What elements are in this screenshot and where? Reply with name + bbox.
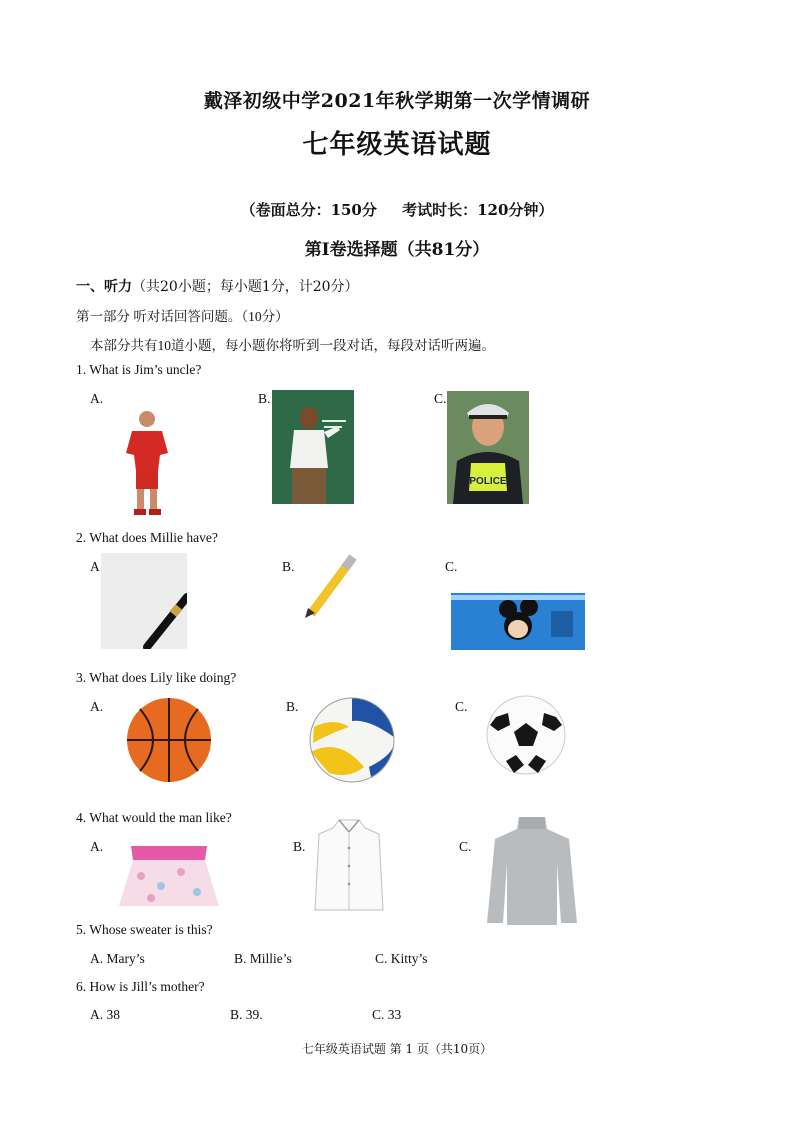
part-one-instruction: 本部分共有10道小题，每小题你将听到一段对话，每段对话听两遍。 — [90, 338, 495, 353]
shirt-image — [313, 818, 385, 912]
q2-option-b: B. — [282, 559, 295, 574]
football-image — [484, 695, 568, 775]
q4-option-a: A. — [90, 839, 104, 854]
q1-option-c: C. — [434, 391, 447, 406]
total-score: （卷面总分：150分 — [240, 201, 377, 219]
question-1: 1. What is Jim’s uncle? — [76, 362, 202, 377]
question-4: 4. What would the man like? — [76, 810, 232, 825]
part-one-heading: 第一部分 听对话回答问题。（10分） — [76, 309, 289, 324]
q4-option-b: B. — [293, 839, 306, 854]
page-footer: 七年级英语试题 第 1 页（共10页） — [301, 1042, 493, 1056]
policeman-image — [447, 391, 529, 504]
q5-option-c: C. Kitty’s — [375, 951, 428, 966]
q2-option-c: C. — [445, 559, 458, 574]
question-6: 6. How is Jill’s mother? — [76, 979, 205, 994]
section-title-rest: （共20小题；每小题1分，计20分） — [132, 279, 359, 295]
q3-option-c: C. — [455, 699, 468, 714]
teacher-image — [272, 390, 354, 504]
exam-info — [0, 199, 794, 220]
question-2: 2. What does Millie have? — [76, 530, 218, 545]
q1-option-a: A. — [90, 391, 104, 406]
volleyball-image — [309, 697, 395, 783]
exam-duration: 考试时长：120分钟） — [402, 201, 554, 219]
q3-option-a: A. — [90, 699, 104, 714]
section-heading — [76, 276, 359, 296]
sportsman-image — [112, 405, 182, 520]
q6-option-a: A. 38 — [90, 1007, 120, 1022]
fountain-pen-image — [101, 553, 187, 649]
school-title: 戴泽初级中学2021年秋学期第一次学情调研 — [203, 90, 591, 112]
pencil-case-image — [451, 593, 585, 650]
pencil-image — [303, 552, 359, 620]
q5-option-b: B. Millie’s — [234, 951, 292, 966]
skirt-image — [117, 842, 221, 910]
volume-title: 第Ⅰ卷选择题（共81分） — [304, 240, 490, 260]
q6-option-b: B. 39. — [230, 1007, 263, 1022]
question-3: 3. What does Lily like doing? — [76, 670, 237, 685]
exam-title: 七年级英语试题 — [302, 130, 492, 160]
q3-option-b: B. — [286, 699, 299, 714]
q6-option-c: C. 33 — [372, 1007, 402, 1022]
sweater-image — [485, 813, 579, 927]
police-label: POLICE — [469, 476, 507, 487]
q1-option-b: B. — [258, 391, 271, 406]
question-5: 5. Whose sweater is this? — [76, 922, 213, 937]
q5-option-a: A. Mary’s — [90, 951, 145, 966]
q2-option-a: A — [90, 559, 100, 574]
basketball-image — [126, 697, 212, 783]
q4-option-c: C. — [459, 839, 472, 854]
section-title-bold: 一、听力 — [76, 279, 132, 295]
